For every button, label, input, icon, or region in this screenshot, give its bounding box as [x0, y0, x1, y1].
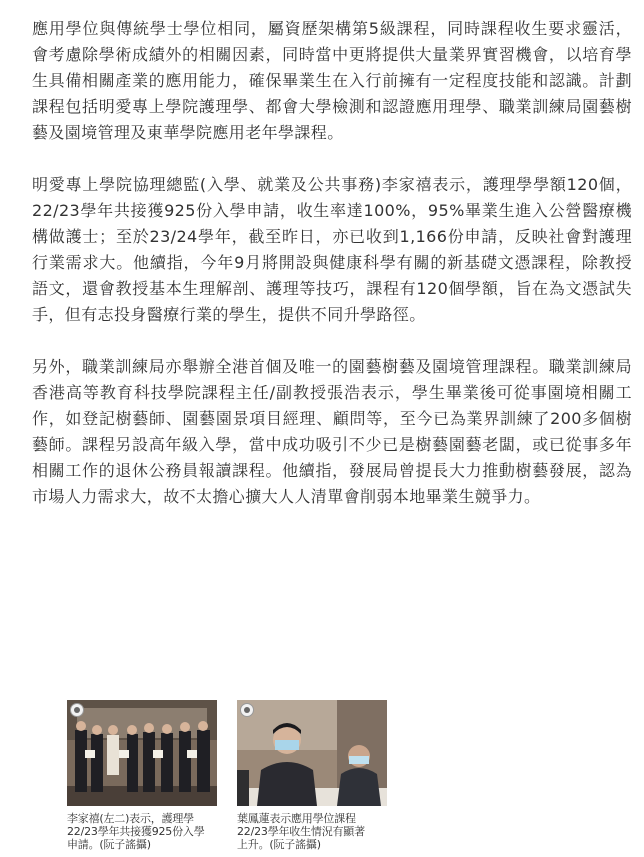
- gallery-item: [67, 700, 217, 851]
- group-photo-thumbnail[interactable]: [67, 700, 217, 806]
- speaker-photo-image: [237, 700, 387, 806]
- gallery-item: [237, 700, 387, 851]
- article-body: [32, 16, 632, 536]
- photo-caption: 李家禧(左二)表示，護理學 22/23學年共接獲925份入學 申請。(阮子謠攝): [67, 812, 205, 851]
- photo-caption: 葉鳳蓮表示應用學位課程 22/23學年收生情況有顯著 上升。(阮子謠攝): [237, 812, 365, 851]
- article-paragraph: 明愛專上學院協理總監(入學、就業及公共事務)李家禧表示，護理學學額120個，22/23學年共接獲925份入學申請，收生率達100%，95%畢業生進入公營醫療機構做護士；至於23/24學年，截至昨日，亦已收到1,166份申請，反映社會對護理行業需求大。他續指，今年9月將開設與健康科學有關的新基礎文憑課程，除教授語文，還會教授基本生理解剖、護理等技巧，課程有120個學額，旨在為文憑試失手，但有志投身醫療行業的學生，提供不同升學路徑。: [32, 175, 632, 324]
- camera-icon: [240, 703, 254, 717]
- group-photo-image: [67, 700, 217, 806]
- camera-icon: [70, 703, 84, 717]
- article-paragraph: 另外，職業訓練局亦舉辦全港首個及唯一的園藝樹藝及園境管理課程。職業訓練局香港高等教育科技學院課程主任/副教授張浩表示，學生畢業後可從事園境相關工作，如登記樹藝師、園藝園景項目經理、顧問等，至今已為業界訓練了200多個樹藝師。課程另設高年級入學，當中成功吸引不少已是樹藝園藝老闆，或已從事多年相關工作的退休公務員報讀課程。他續指，發展局曾提長大力推動樹藝發展，認為市場人力需求大，故不太擔心擴大人人清單會削弱本地畢業生競爭力。: [32, 357, 632, 506]
- article-paragraph: 應用學位與傳統學士學位相同，屬資歷架構第5級課程，同時課程收生要求靈活，會考慮除學術成績外的相關因素，同時當中更將提供大量業界實習機會，以培育學生具備相關產業的應用能力，確保畢業生在入行前擁有一定程度技能和認識。計劃課程包括明愛專上學院護理學、都會大學檢測和認證應用理學、職業訓練局園藝樹藝及園境管理及東華學院應用老年學課程。: [32, 19, 632, 142]
- speaker-photo-thumbnail[interactable]: [237, 700, 387, 806]
- photo-gallery: [67, 700, 407, 850]
